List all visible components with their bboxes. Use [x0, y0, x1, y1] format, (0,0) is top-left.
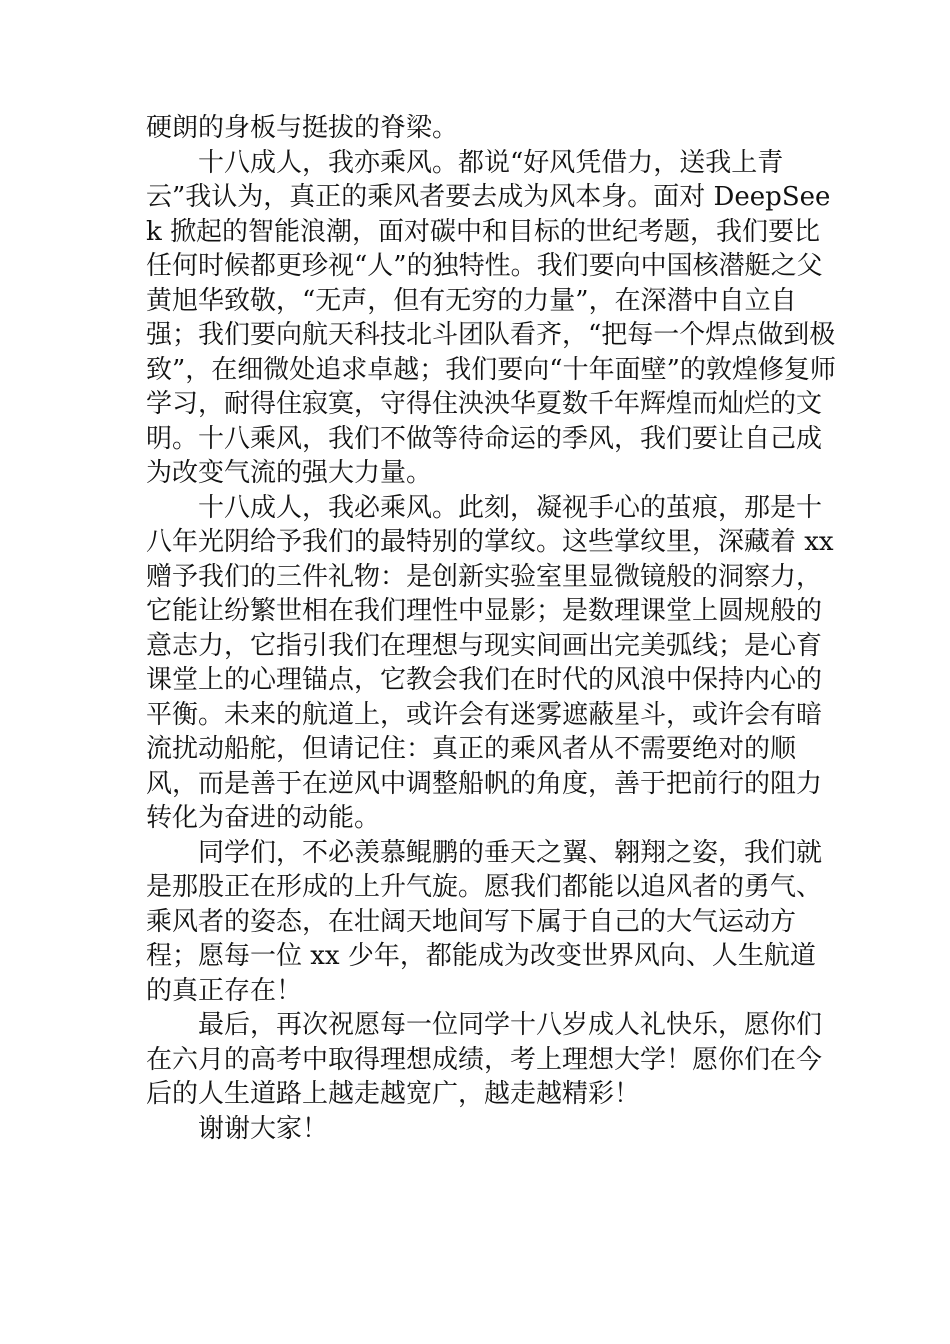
paragraph-4: 同学们，不必羡慕鲲鹏的垂天之翼、翱翔之姿，我们就是那股正在形成的上升气旋。愿我们都能以追风者的勇气、乘风者的姿态，在壮阔天地间写下属于自己的大气运动方程；愿每一位 xx 少年，都能成为改变世界风向、人生航道的真正存在！: [146, 837, 823, 1006]
paragraph-2: 十八成人，我亦乘风。都说“好风凭借力，送我上青云”我认为，真正的乘风者要去成为风本身。面对 DeepSeek 掀起的智能浪潮，面对碳中和目标的世纪考题，我们要比任何时候都更珍视“人”的独特性。我们要向中国核潜艇之父黄旭华致敬，“无声，但有无穷的力量”，在深潜中自立自强；我们要向航天科技北斗团队看齐，“把每一个焊点做到极致”，在细微处追求卓越；我们要向“十年面壁”的敦煌修复师学习，耐得住寂寞，守得住泱泱华夏数千年辉煌而灿烂的文明。十八乘风，我们不做等待命运的季风，我们要让自己成为改变气流的强大力量。: [146, 147, 836, 488]
paragraph-3: 十八成人，我必乘风。此刻，凝视手心的茧痕，那是十八年光阴给予我们的最特别的掌纹。这些掌纹里，深藏着 xx 赠予我们的三件礼物：是创新实验室里显微镜般的洞察力，它能让纷繁世相在我们理性中显影；是数理课堂上圆规般的意志力，它指引我们在理想与现实间画出完美弧线；是心育课堂上的心理锚点，它教会我们在时代的风浪中保持内心的平衡。未来的航道上，或许会有迷雾遮蔽星斗，或许会有暗流扰动船舵，但请记住：真正的乘风者从不需要绝对的顺风，而是善于在逆风中调整船帆的角度，善于把前行的阻力转化为奋进的动能。: [146, 492, 842, 833]
paragraph-1: 硬朗的身板与挺拔的脊梁。: [146, 113, 459, 143]
document-body: [146, 111, 842, 1146]
paragraph-5: 最后，再次祝愿每一位同学十八岁成人礼快乐，愿你们在六月的高考中取得理想成绩，考上理想大学！愿你们在今后的人生道路上越走越宽广，越走越精彩！: [146, 1010, 823, 1109]
paragraph-6: 谢谢大家！: [146, 1113, 329, 1144]
